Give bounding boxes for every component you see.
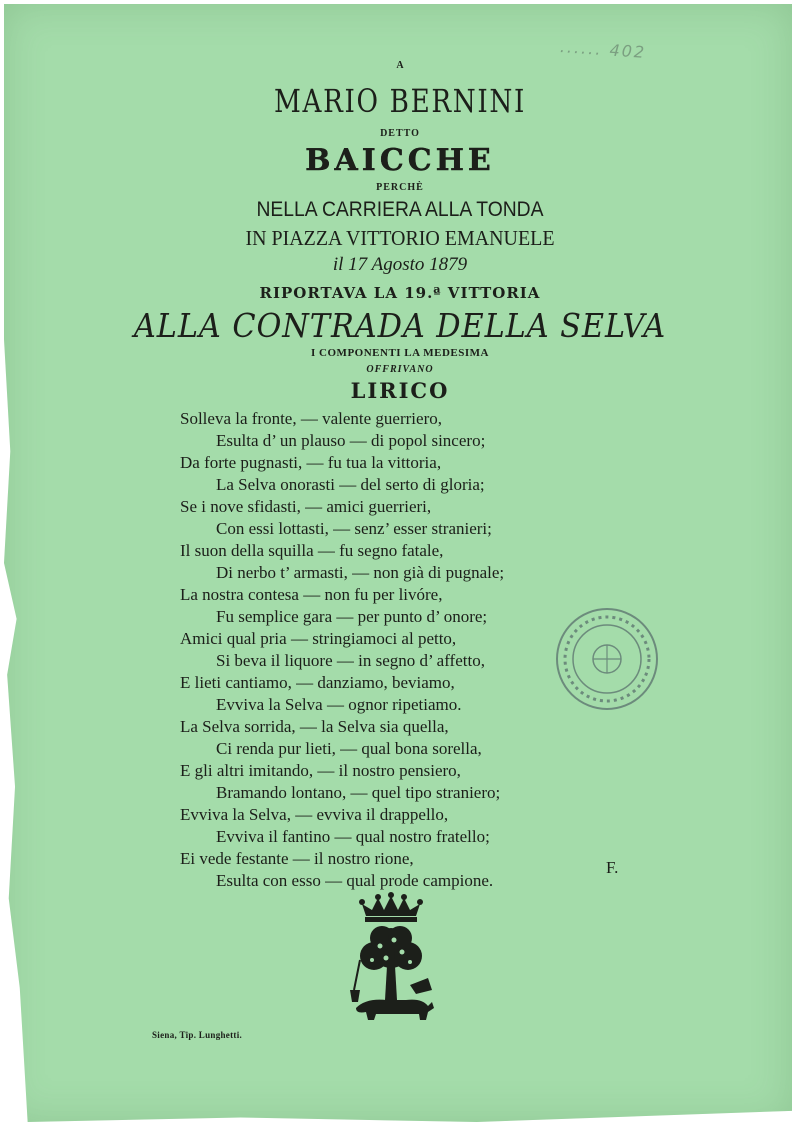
poem-line: La Selva sorrida, — la Selva sia quella, xyxy=(180,717,449,736)
components-line: I COMPONENTI LA MEDESIMA xyxy=(311,347,489,359)
rhinoceros-tree-crest-icon xyxy=(336,890,446,1030)
poem-line: Se i nove sfidasti, — amici guerrieri, xyxy=(180,497,432,516)
race-date: il 17 Agosto 1879 xyxy=(332,254,468,275)
detto-label: DETTO xyxy=(380,128,420,139)
poem-line: Di nerbo t’ armasti, — non già di pugnale; xyxy=(216,563,505,582)
poem-line: Con essi lottasti, — senz’ esser stranieri; xyxy=(216,519,492,538)
poem-body xyxy=(180,408,600,892)
printer-credit: Siena, Tip. Lunghetti. xyxy=(152,1030,243,1040)
poem-line: La Selva onorasti — del serto di gloria; xyxy=(216,475,485,494)
perche-label: PERCHÈ xyxy=(376,182,424,193)
poem-line: Evviva la Selva — ognor ripetiamo. xyxy=(216,695,462,714)
poem-line: Fu semplice gara — per punto d’ onore; xyxy=(216,607,488,626)
poem-line: La nostra contesa — non fu per livóre, xyxy=(180,585,443,604)
race-location: IN PIAZZA VITTORIO EMANUELE xyxy=(245,226,555,250)
library-stamp-icon xyxy=(554,606,660,712)
genre-heading: LIRICO xyxy=(350,378,450,403)
pencil-note: ...... 402 xyxy=(559,37,647,62)
poem-line: Ei vede festante — il nostro rione, xyxy=(180,849,414,868)
poem-line: E lieti cantiamo, — danziamo, beviamo, xyxy=(180,673,455,692)
poem-line: Il suon della squilla — fu segno fatale, xyxy=(180,541,444,560)
poem-line: Si beva il liquore — in segno d’ affetto, xyxy=(216,651,485,670)
signature: F. xyxy=(606,858,619,877)
poem-line: Amici qual pria — stringiamoci al petto, xyxy=(180,629,457,648)
poem-line: Solleva la fronte, — valente guerriero, xyxy=(180,409,442,428)
poem-line: Evviva la Selva, — evviva il drappello, xyxy=(180,805,449,824)
offered-line: OFFRIVANO xyxy=(366,364,434,375)
poem-line: Ci renda pur lieti, — qual bona sorella, xyxy=(216,739,482,758)
poem-line: Da forte pugnasti, — fu tua la vittoria, xyxy=(180,453,442,472)
poem-line: Evviva il fantino — qual nostro fratello; xyxy=(216,827,490,846)
poem-line: Esulta con esso — qual prode campione. xyxy=(216,871,494,890)
race-description: NELLA CARRIERA ALLA TONDA xyxy=(256,198,544,221)
poem-line: Esulta d’ un plauso — di popol sincero; xyxy=(216,431,486,450)
honoree-name: MARIO BERNINI xyxy=(274,82,526,120)
poem-line: Bramando lontano, — quel tipo straniero; xyxy=(216,783,501,802)
contrada-title: ALLA CONTRADA DELLA SELVA xyxy=(133,306,667,345)
dedication-prefix: A xyxy=(396,60,404,71)
poem-line: E gli altri imitando, — il nostro pensiero, xyxy=(180,761,461,780)
honoree-nickname: BAICCHE xyxy=(305,143,495,178)
victory-line: RIPORTAVA LA 19.ª VITTORIA xyxy=(259,284,541,302)
